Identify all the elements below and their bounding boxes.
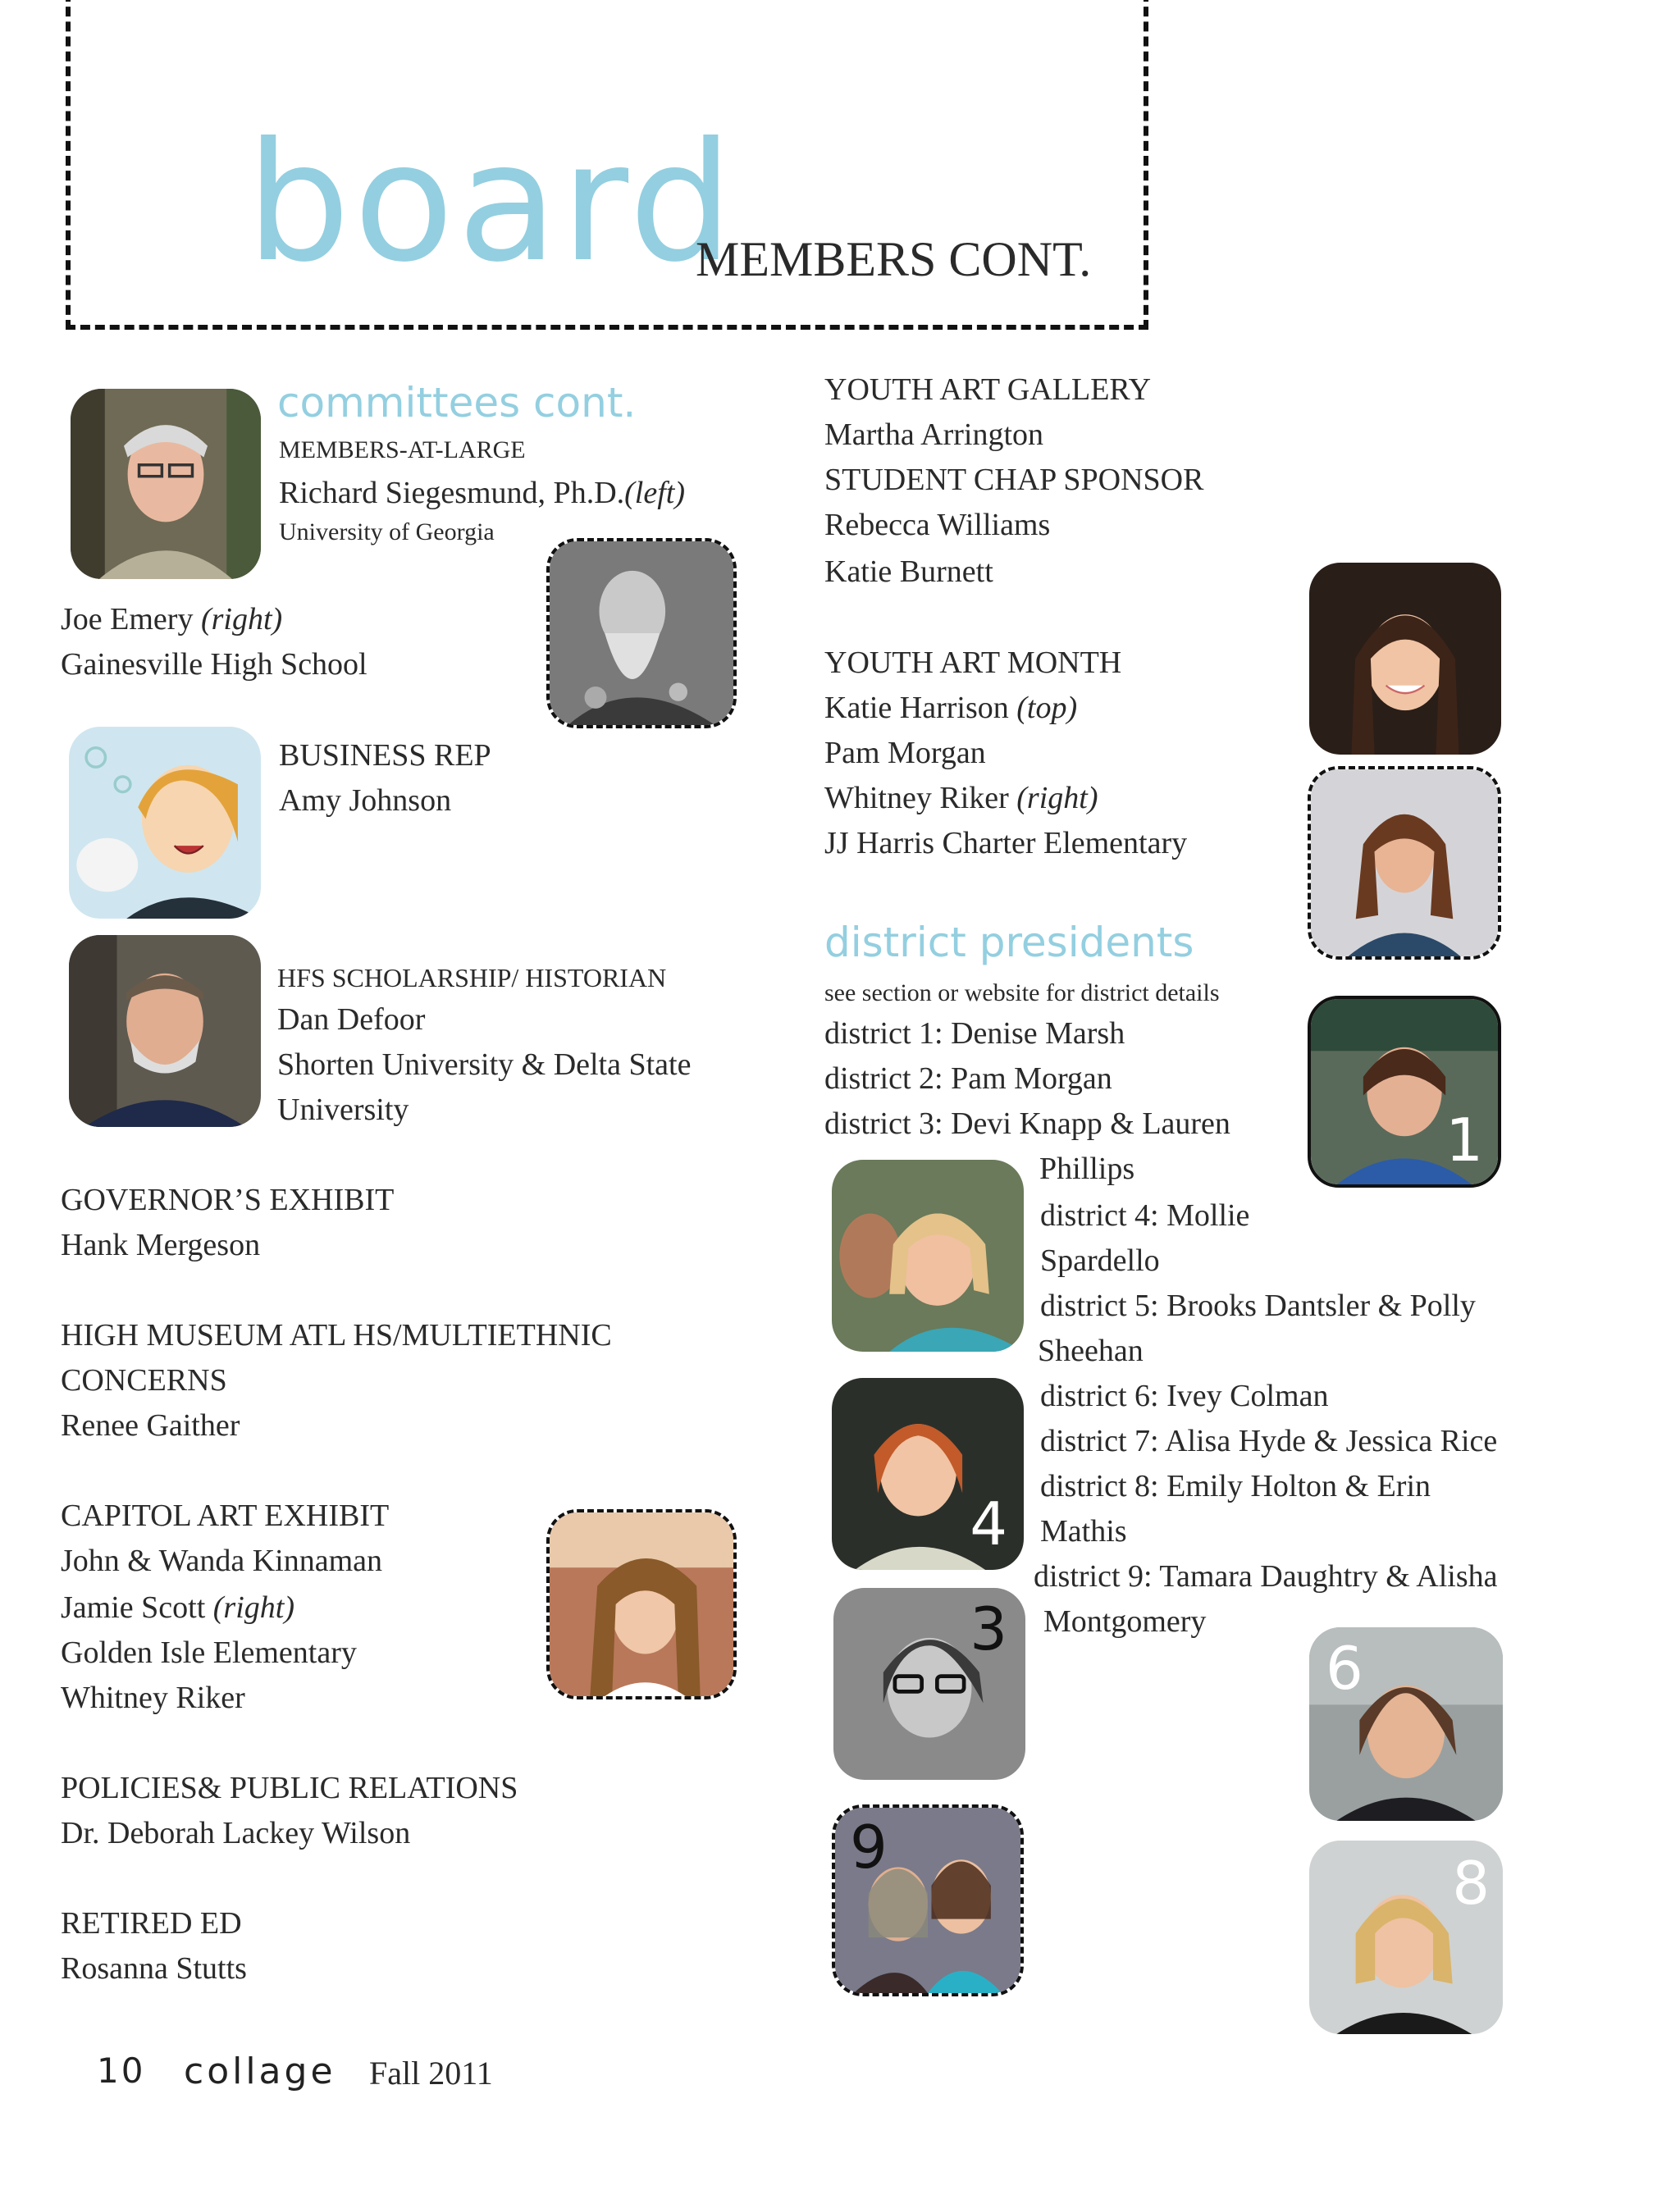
badge-district-8: 8 [1452,1849,1490,1918]
photo-district-3 [833,1588,1025,1780]
jj-harris: JJ Harris Charter Elementary [824,826,1188,860]
high-museum-label-2: CONCERNS [61,1363,227,1398]
photo-katie-harrison [1309,563,1501,755]
district-8-cont: Mathis [1040,1514,1127,1549]
district-6: district 6: Ivey Colman [1040,1379,1329,1413]
district-3: district 3: Devi Knapp & Lauren [824,1106,1230,1141]
pam-morgan: Pam Morgan [824,736,986,770]
youth-month-label: YOUTH ART MONTH [824,646,1122,680]
district-7: district 7: Alisa Hyde & Jessica Rice [1040,1424,1498,1458]
whitney-riker-right: Whitney Riker (right) [824,781,1098,815]
badge-district-3: 3 [970,1594,1007,1663]
richard-line: Richard Siegesmund, Ph.D.(left) [279,476,685,510]
business-rep-label: BUSINESS REP [279,738,491,773]
joe-org: Gainesville High School [61,647,368,682]
capitol-names: John & Wanda Kinnaman [61,1544,383,1578]
martha: Martha Arrington [824,417,1044,452]
golden-isle: Golden Isle Elementary [61,1635,357,1670]
policies-name: Dr. Deborah Lackey Wilson [61,1816,411,1850]
district-5-cont: Sheehan [1038,1334,1144,1368]
capitol-label: CAPITOL ART EXHIBIT [61,1499,390,1533]
badge-district-6: 6 [1326,1634,1363,1703]
page-subtitle: MEMBERS CONT. [696,232,1092,286]
photo-joe-emery [546,538,737,728]
district-1: district 1: Denise Marsh [824,1016,1125,1051]
high-museum-name: Renee Gaither [61,1408,240,1443]
district-2: district 2: Pam Morgan [824,1061,1112,1096]
richard-org: University of Georgia [279,518,495,545]
district-5: district 5: Brooks Dantsler & Polly [1040,1289,1476,1323]
district-heading: district presidents [824,919,1194,966]
page-number: 10 [97,2051,146,2091]
jamie-line: Jamie Scott (right) [61,1590,294,1625]
district-8: district 8: Emily Holton & Erin [1040,1469,1431,1503]
district-4-cont: Spardello [1040,1243,1160,1278]
photo-district-8 [1309,1841,1503,2034]
retired-label: RETIRED ED [61,1906,242,1941]
student-chap-label: STUDENT CHAP SPONSOR [824,463,1204,497]
badge-district-9: 9 [850,1813,888,1882]
hfs-org-2: University [277,1093,409,1127]
issue-date: Fall 2011 [369,2055,493,2092]
badge-district-4: 4 [970,1489,1007,1558]
photo-district-9 [832,1804,1024,1996]
district-9: district 9: Tamara Daughtry & Alisha [1034,1559,1498,1594]
rebecca: Rebecca Williams [824,508,1051,542]
governor-name: Hank Mergeson [61,1228,261,1262]
photo-whitney-riker [1308,766,1501,960]
photo-jamie-scott [546,1509,737,1699]
hfs-label: HFS SCHOLARSHIP/ HISTORIAN [277,963,667,992]
policies-label: POLICIES& PUBLIC RELATIONS [61,1771,518,1805]
district-3-cont: Phillips [1039,1152,1135,1186]
retired-name: Rosanna Stutts [61,1951,247,1986]
badge-district-1: 1 [1445,1106,1483,1175]
hfs-org-1: Shorten University & Delta State [277,1047,692,1082]
committees-heading: committees cont. [277,379,637,427]
district-note: see section or website for district details [824,979,1220,1006]
district-4: district 4: Mollie [1040,1198,1250,1233]
high-museum-label-1: HIGH MUSEUM ATL HS/MULTIETHNIC [61,1318,612,1353]
magazine-name: collage [184,2051,336,2092]
district-9-cont: Montgomery [1043,1604,1207,1639]
members-at-large-label: MEMBERS-AT-LARGE [279,436,526,463]
hfs-name: Dan Defoor [277,1002,426,1037]
youth-gallery-label: YOUTH ART GALLERY [824,372,1152,407]
photo-district-4 [832,1160,1024,1352]
business-rep-name: Amy Johnson [279,783,452,818]
photo-amy-johnson-cartoon [69,727,261,919]
photo-district-1 [1308,996,1501,1188]
photo-district-4-b [832,1378,1024,1570]
katie-burnett: Katie Burnett [824,554,993,589]
katie-harrison: Katie Harrison (top) [824,691,1078,725]
whitney-riker: Whitney Riker [61,1681,245,1715]
photo-district-6 [1309,1627,1503,1821]
page-title: board [246,107,737,299]
photo-dan-defoor [69,935,261,1127]
joe-line: Joe Emery (right) [61,602,283,636]
governor-label: GOVERNOR’S EXHIBIT [61,1183,395,1217]
photo-richard-siegesmund [71,389,261,579]
